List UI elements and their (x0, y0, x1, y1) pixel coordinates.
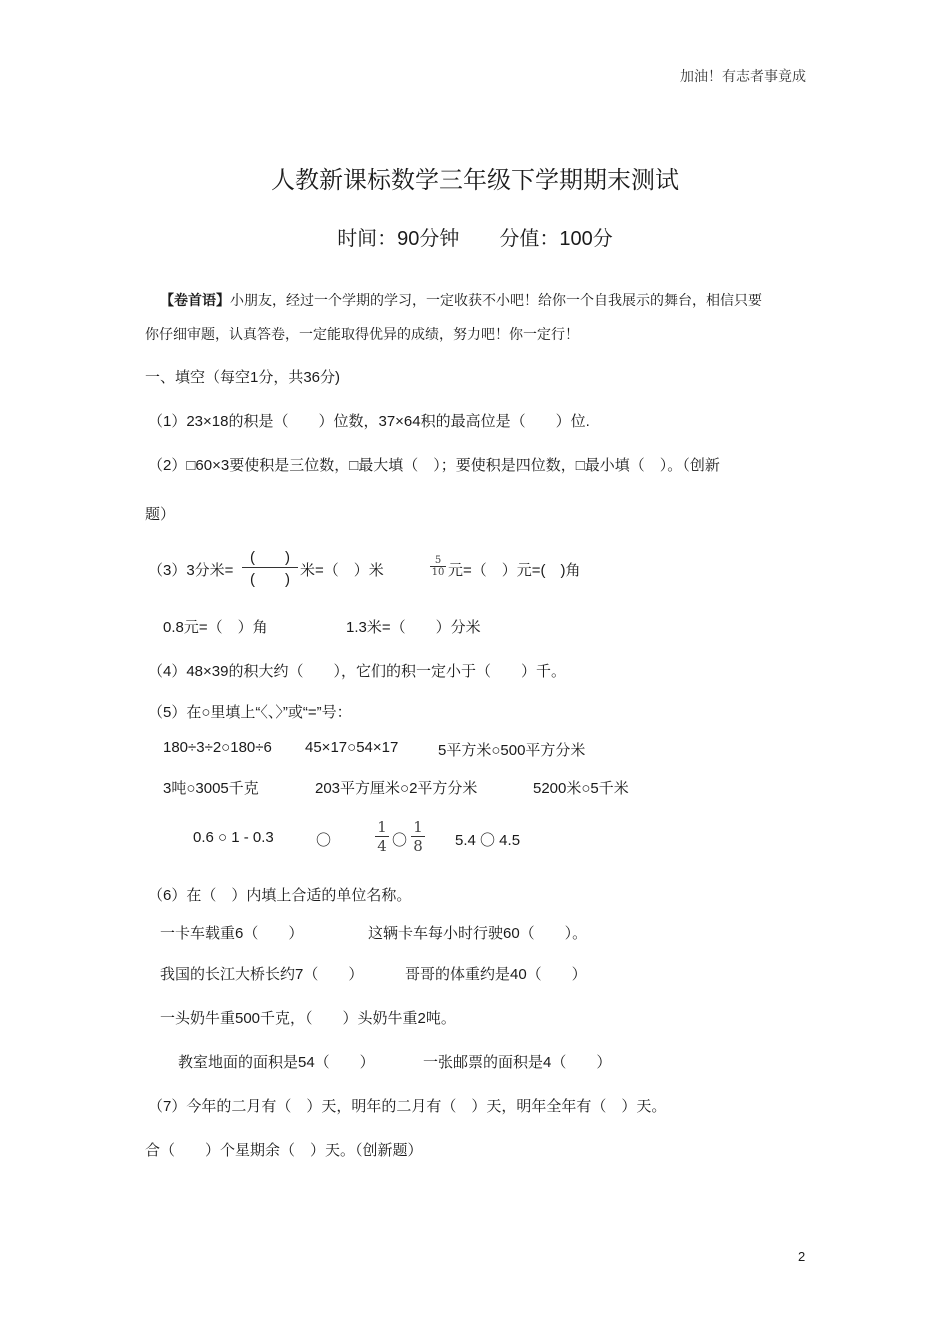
intro-text-1: 小朋友，经过一个学期的学习，一定收获不小吧！给你一个自我展示的舞台，相信只要 (230, 293, 762, 309)
question-3-prefix: （3）3分米= (148, 562, 234, 579)
small-fraction-numerator: 5 (434, 555, 442, 566)
fraction-one-eighth (411, 818, 425, 855)
question-6-heading: （6）在（ ）内填上合适的单位名称。 (148, 887, 412, 904)
question-6-d1: 教室地面的面积是54（ ） (178, 1054, 375, 1071)
question-3-row2-a: 0.8元=（ ）角 (163, 619, 268, 636)
question-3-yuan: 元=（ ）元=( )角 (448, 562, 581, 579)
intro-line-1 (160, 290, 762, 310)
page-number: 2 (798, 1249, 806, 1264)
question-6-c1: 一头奶牛重500千克，（ ）头奶牛重2吨。 (160, 1010, 456, 1027)
question-3-row2-b: 1.3米=（ ）分米 (346, 619, 481, 636)
question-3-small-fraction (430, 555, 446, 578)
question-6-d2: 一张邮票的面积是4（ ） (423, 1054, 612, 1071)
question-5-row3-circle: 〇 (316, 832, 332, 849)
question-3-meters: 米=（ ）米 (300, 562, 384, 579)
question-5-row3-item1: 0.6 ○ 1 - 0.3 (193, 829, 274, 846)
question-2-line-1: （2）□60×3要使积是三位数，□最大填（ ）；要使积是四位数，□最小填（ ）。（创新 (148, 457, 720, 474)
question-4: （4）48×39的积大约（ ），它们的积一定小于（ ）千。 (148, 663, 566, 680)
question-7-line-2: 合（ ）个星期余（ ）天。（创新题） (145, 1142, 423, 1159)
question-5-row2-item3: 5200米○5千米 (533, 780, 629, 797)
page-title: 人教新课标数学三年级下学期期末测试 (271, 166, 679, 194)
question-5-row1-item1: 180÷3÷2○180÷6 (163, 739, 272, 756)
fraction-denominator: 4 (377, 837, 387, 855)
question-6-b2: 哥哥的体重约是40（ ） (405, 966, 587, 983)
section-1-heading: 一、填空（每空1分，共36分) (145, 369, 341, 386)
fraction-one-quarter (375, 818, 389, 855)
question-6-a1: 一卡车载重6（ ） (160, 925, 304, 942)
question-5-row2-item1: 3吨○3005千克 (163, 780, 259, 797)
fraction-numerator: ( ) (250, 549, 290, 566)
fraction-denominator: ( ) (250, 571, 290, 588)
intro-line-2: 你仔细审题，认真答卷，一定能取得优异的成绩，努力吧！你一定行！ (145, 327, 579, 343)
question-6-a2: 这辆卡车每小时行驶60（ ）。 (368, 925, 588, 942)
question-2-line-2: 题） (145, 506, 176, 523)
fraction-denominator: 8 (413, 837, 423, 855)
question-5-row1-item3: 5平方米○500平方分米 (438, 742, 586, 759)
question-5-row2-item2: 203平方厘米○2平方分米 (315, 780, 478, 797)
exam-info: 时间：90分钟 分值：100分 (337, 228, 613, 250)
question-1: （1）23×18的积是（ ）位数，37×64积的最高位是（ ）位. (148, 413, 590, 430)
fraction-numerator: 1 (377, 818, 387, 836)
question-5-row3-item3: 5.4 〇 4.5 (455, 832, 521, 849)
intro-tag: 【卷首语】 (160, 293, 230, 309)
question-5-row1-item2: 45×17○54×17 (305, 739, 399, 756)
fraction-numerator: 1 (413, 818, 423, 836)
question-6-b1: 我国的长江大桥长约7（ ） (160, 966, 364, 983)
fraction-compare-circle: 〇 (392, 832, 408, 849)
question-3-fraction (242, 546, 298, 589)
question-5-heading: （5）在○里填上“〈、〉”或“=”号： (148, 704, 352, 721)
header-slogan: 加油！有志者事竟成 (680, 69, 806, 85)
question-7-line-1: （7）今年的二月有（ ）天，明年的二月有（ ）天，明年全年有（ ）天。 (148, 1098, 667, 1115)
small-fraction-denominator: 10 (431, 567, 445, 578)
